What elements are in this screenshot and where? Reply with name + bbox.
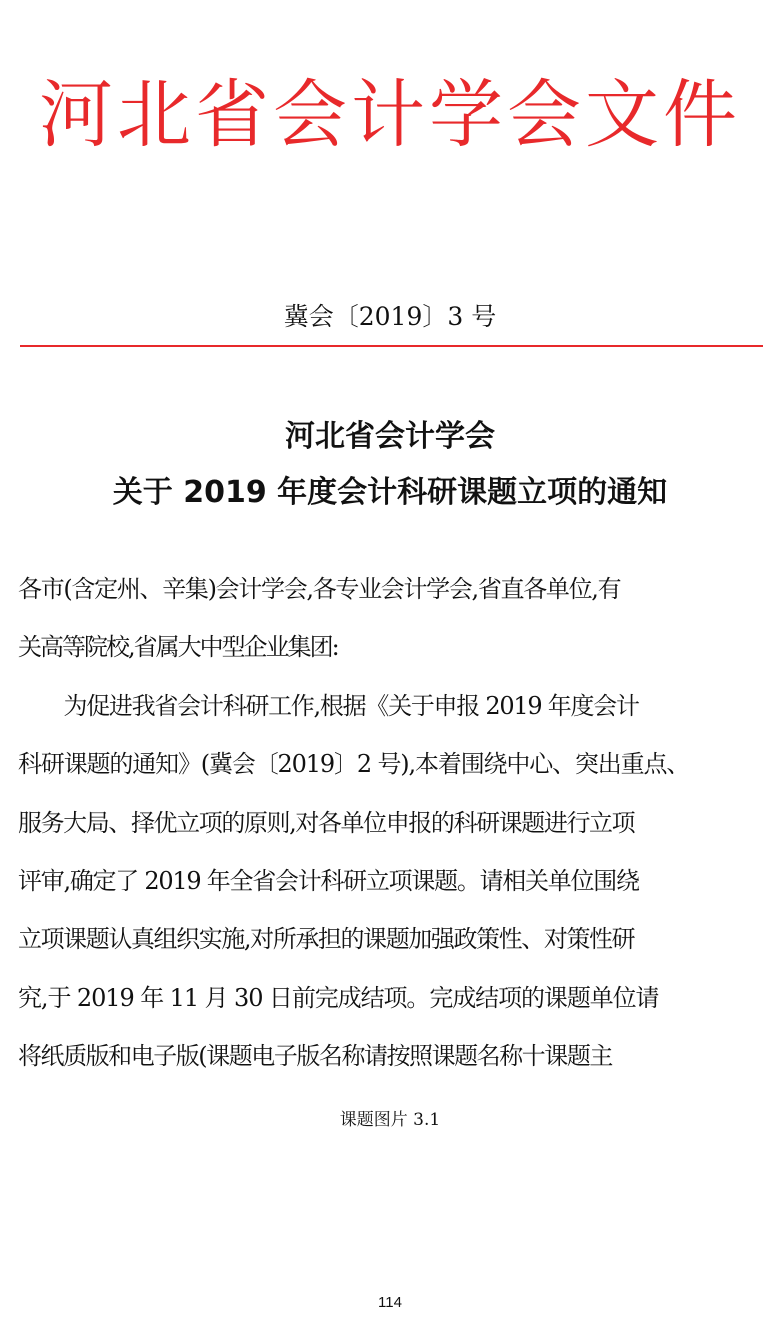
- body-line: 立项课题认真组织实施,对所承担的课题加强政策性、对策性研: [18, 925, 635, 954]
- page-number: 114: [378, 1294, 402, 1311]
- body-line: 究,于 2019 年 11 月 30 日前完成结项。完成结项的课题单位请: [18, 983, 659, 1012]
- body-line: 服务大局、择优立项的原则,对各单位申报的科研课题进行立项: [18, 808, 635, 837]
- body-line: 为促进我省会计科研工作,根据《关于申报 2019 年度会计: [18, 691, 639, 720]
- body-line: 将纸质版和电子版(课题电子版名称请按照课题名称十课题主: [18, 1042, 612, 1071]
- body-line: 科研课题的通知》(冀会〔2019〕2 号),本着围绕中心、突出重点、: [18, 750, 690, 779]
- red-divider: [20, 345, 763, 347]
- notice-title-line-1: 河北省会计学会: [285, 419, 495, 454]
- notice-title-line-2: 关于 2019 年度会计科研课题立项的通知: [112, 475, 668, 510]
- body-line: 关高等院校,省属大中型企业集团:: [18, 633, 338, 662]
- figure-caption: 课题图片 3.1: [339, 1110, 441, 1130]
- body-line: 评审,确定了 2019 年全省会计科研立项课题。请相关单位围绕: [18, 867, 639, 895]
- document-number: 冀会〔2019〕3 号: [283, 302, 497, 331]
- masthead-title: 河北省会计学会文件: [39, 72, 741, 158]
- body-line: 各市(含定州、辛集)会计学会,各专业会计学会,省直各单位,有: [18, 575, 621, 603]
